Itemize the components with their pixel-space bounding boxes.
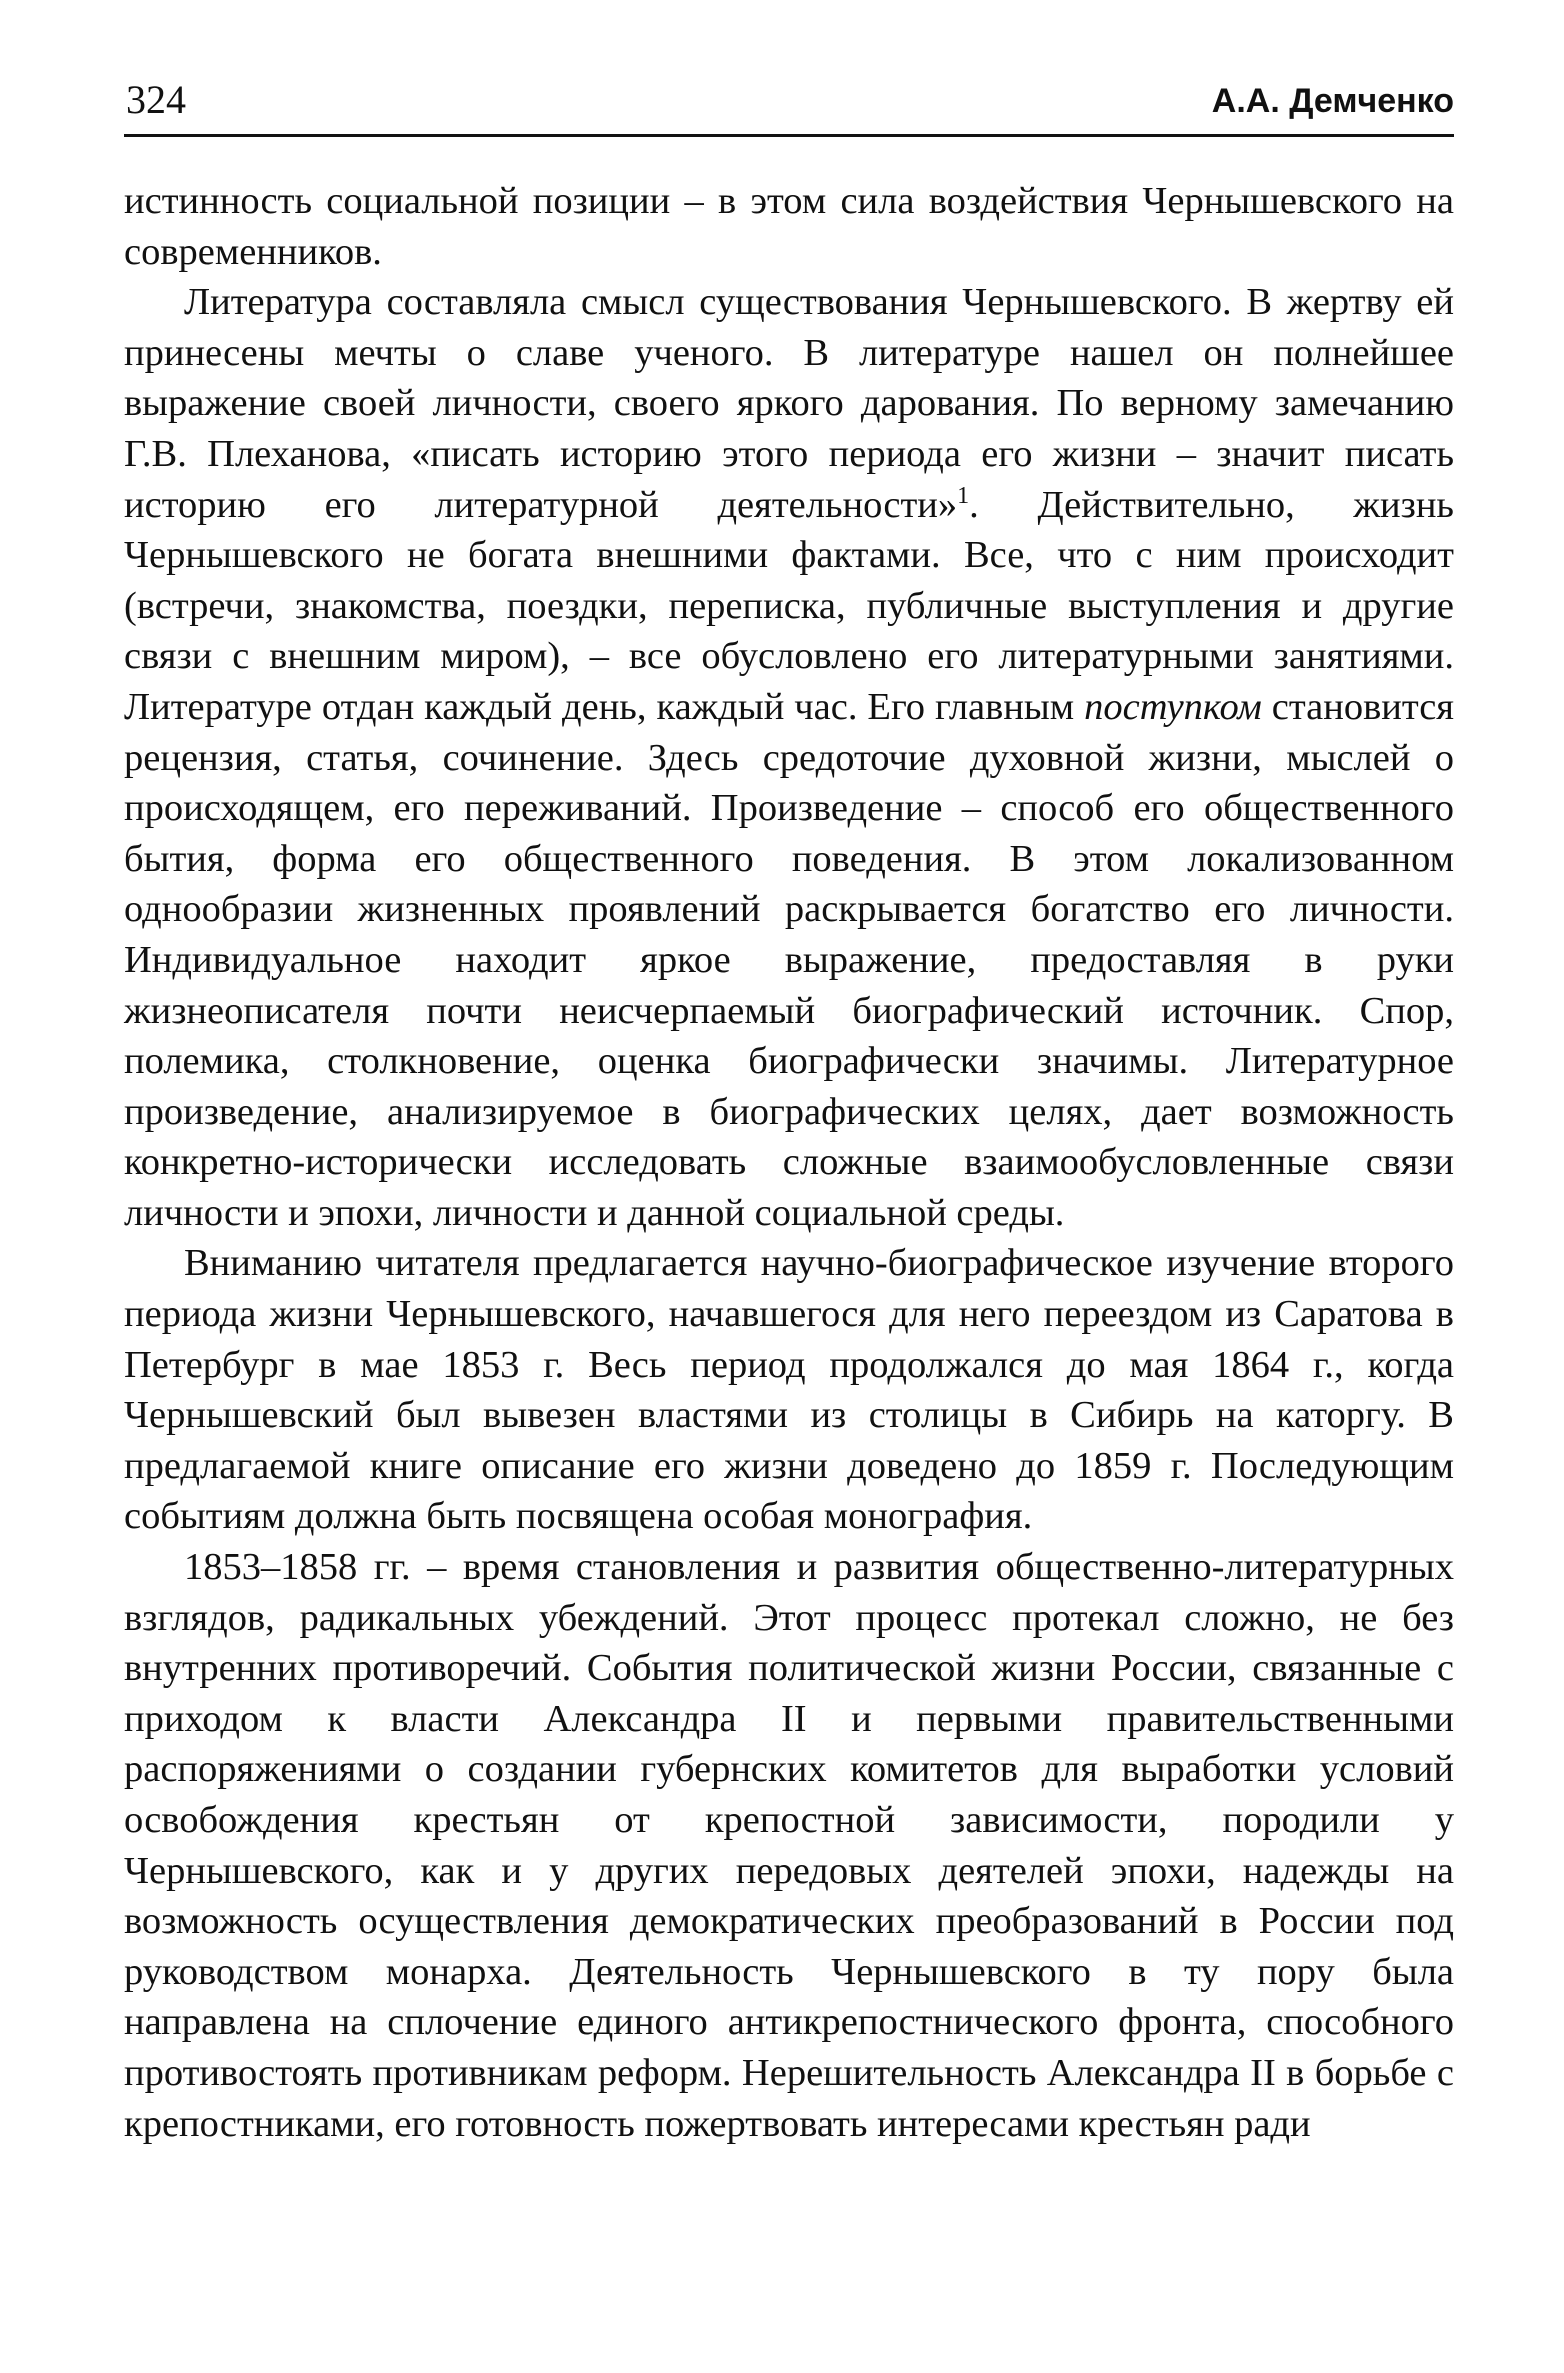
paragraph-text: Литература составляла смысл существования Чернышевского. В жертву ей принесены мечты о славе ученого. В литературе нашел он полнейшее выражение своей личности, своего яркого дарования. По верному замечанию Г.В. Плеханова, «писать историю этого периода его жизни – значит писать историю его литературной деятельности» [124,281,1454,526]
paragraph [124,1542,1454,2149]
paragraph-text: истинность социальной позиции – в этом сила воздействия Чернышевского на современников. [124,180,1454,273]
emphasized-word: поступком [1084,685,1262,728]
body-text [124,176,1454,2149]
running-head [124,72,1454,137]
running-head-author: А.А. Демченко [1211,82,1454,120]
footnote-reference[interactable]: 1 [957,482,970,509]
page-number: 324 [126,77,186,122]
paragraph-text: . Действительно, жизнь Чернышевского не богата внешними фактами. Все, что с ним происходит (встречи, знакомства, поездки, переписка, публичные выступления и другие связи с внешним миром), – все обусловлено его литературными занятиями. Литературе отдан каждый день, каждый час. Его главным [124,483,1454,728]
paragraph-text: Вниманию читателя предлагается научно-биографическое изучение второго периода жизни Чернышевского, начавшегося для него переездом из Саратова в Петербург в мае 1853 г. Весь период продолжался до мая 1864 г., когда Чернышевский был вывезен властями из столицы в Сибирь на каторгу. В предлагаемой книге описание его жизни доведено до 1859 г. Последующим событиям должна быть посвящена особая монография. [124,1242,1454,1538]
paragraph [124,277,1454,1238]
paragraph-text: становится рецензия, статья, сочинение. Здесь средоточие духовной жизни, мыслей о происходящем, его переживаний. Произведение – способ его общественного бытия, форма его общественного поведения. В этом локализованном однообразии жизненных проявлений раскрывается богатство его личности. Индивидуальное находит яркое выражение, предоставляя в руки жизнеописателя почти неисчерпаемый биографический источник. Спор, полемика, столкновение, оценка биографически значимы. Литературное произведение, анализируемое в биографических целях, дает возможность конкретно-исторически исследовать сложные взаимообусловленные связи личности и эпохи, личности и данной социальной среды. [124,685,1454,1234]
paragraph-continuation [124,176,1454,277]
paragraph-text: 1853–1858 гг. – время становления и развития общественно-литературных взглядов, радикальных убеждений. Этот процесс протекал сложно, не без внутренних противоречий. События политической жизни России, связанные с приходом к власти Александра II и первыми правительственными распоряжениями о создании губернских комитетов для выработки условий освобождения крестьян от крепостной зависимости, породили у Чернышевского, как и у других передовых деятелей эпохи, надежды на возможность осуществления демократических преобразований в России под руководством монарха. Деятельность Чернышевского в ту пору была направлена на сплочение единого антикрепостнического фронта, способного противостоять противникам реформ. Нерешительность Александра II в борьбе с крепостниками, его готовность пожертвовать интересами крестьян ради [124,1546,1454,2145]
paragraph [124,1238,1454,1542]
